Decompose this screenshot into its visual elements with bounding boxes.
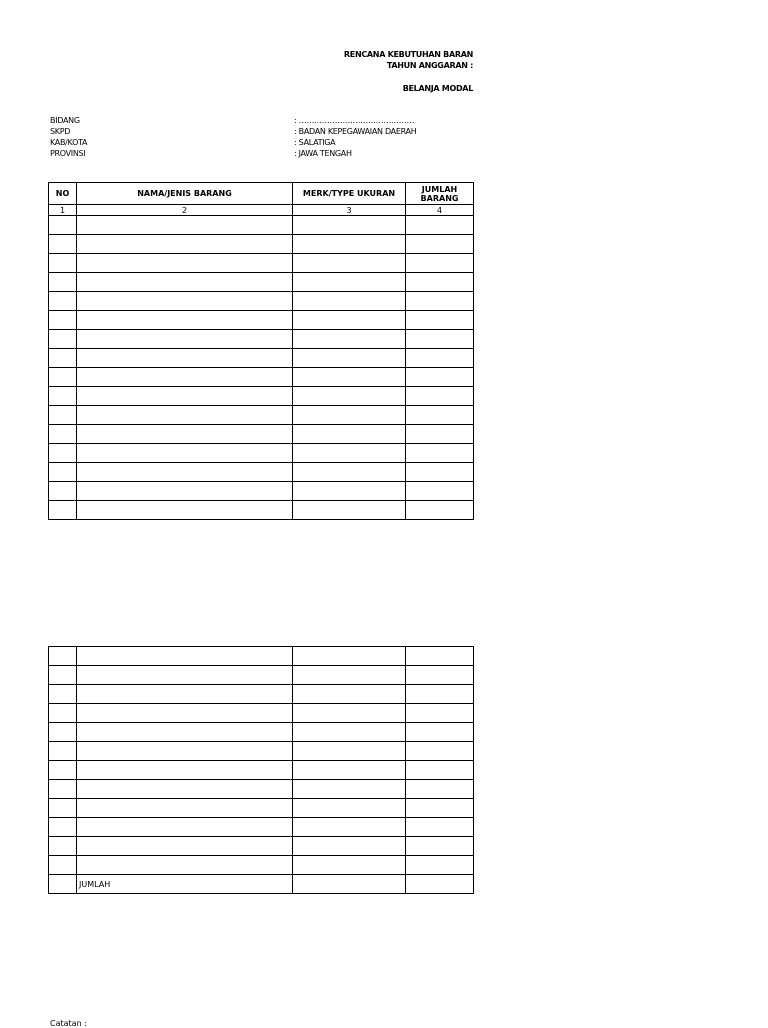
table-cell [77, 311, 293, 330]
table-cell [406, 666, 474, 685]
kota-label: KAB/KOTA [50, 138, 88, 147]
table-cell [77, 254, 293, 273]
table-cell [49, 482, 77, 501]
table-cell [293, 799, 406, 818]
table-cell [406, 444, 474, 463]
table-cell [77, 273, 293, 292]
table-cell [293, 501, 406, 520]
table-cell [293, 273, 406, 292]
table-cell [77, 501, 293, 520]
title-line-1: RENCANA KEBUTUHAN BARAN [343, 50, 473, 59]
table-row [49, 216, 474, 235]
table-cell [49, 647, 77, 666]
table-cell [293, 666, 406, 685]
table-cell [406, 425, 474, 444]
table-cell [77, 742, 293, 761]
table-cell [77, 761, 293, 780]
table-row [49, 425, 474, 444]
total-label: JUMLAH [77, 875, 293, 894]
table-cell [49, 761, 77, 780]
table-row [49, 387, 474, 406]
table-row [49, 647, 474, 666]
table-cell [49, 216, 77, 235]
table-cell [49, 704, 77, 723]
table-cell [293, 482, 406, 501]
skpd-value: : BADAN KEPEGAWAIAN DAERAH [294, 127, 417, 136]
table-cell [406, 311, 474, 330]
table-cell [49, 780, 77, 799]
note-label: Catatan : [50, 1019, 87, 1028]
total-row [49, 875, 474, 894]
table-row [49, 444, 474, 463]
table-cell [293, 254, 406, 273]
table-cell [49, 406, 77, 425]
table-cell [77, 463, 293, 482]
skpd-label: SKPD [50, 127, 71, 136]
table-cell [77, 292, 293, 311]
total-no-cell [49, 875, 77, 894]
table-cell [49, 818, 77, 837]
table-cell [49, 311, 77, 330]
table-cell [406, 387, 474, 406]
title-line-3: BELANJA MODAL [402, 84, 473, 93]
table-cell [77, 387, 293, 406]
column-number: 4 [406, 205, 474, 216]
table-cell [293, 349, 406, 368]
table-row [49, 292, 474, 311]
table-cell [406, 856, 474, 875]
table-cell [49, 349, 77, 368]
table-cell [293, 647, 406, 666]
column-number: 1 [49, 205, 77, 216]
table-cell [293, 723, 406, 742]
table-cell [406, 482, 474, 501]
table-cell [293, 685, 406, 704]
table-cell [293, 704, 406, 723]
bidang-label: BIDANG [50, 116, 80, 125]
table-row [49, 406, 474, 425]
table-cell [77, 406, 293, 425]
table-cell [49, 235, 77, 254]
table-cell [406, 704, 474, 723]
table-row [49, 235, 474, 254]
table-row [49, 666, 474, 685]
table-cell [49, 742, 77, 761]
table-cell [406, 685, 474, 704]
table-row [49, 501, 474, 520]
table-cell [293, 311, 406, 330]
table-cell [293, 425, 406, 444]
table-cell [77, 856, 293, 875]
table-cell [406, 799, 474, 818]
table-row [49, 482, 474, 501]
table-cell [49, 387, 77, 406]
table-row [49, 780, 474, 799]
table-cell [293, 330, 406, 349]
table-cell [293, 444, 406, 463]
table-cell [49, 463, 77, 482]
header-jumlah-barang: JUMLAH BARANG [406, 183, 474, 205]
table-cell [49, 501, 77, 520]
table-cell [293, 837, 406, 856]
table-cell [406, 292, 474, 311]
table-cell [49, 837, 77, 856]
table-row [49, 368, 474, 387]
table-cell [406, 235, 474, 254]
table-cell [49, 666, 77, 685]
table-cell [293, 387, 406, 406]
table-row [49, 799, 474, 818]
table-row [49, 818, 474, 837]
table-cell [406, 742, 474, 761]
table-cell [77, 444, 293, 463]
kota-value: : SALATIGA [294, 138, 336, 147]
provinsi-value: : JAWA TENGAH [294, 149, 352, 158]
table-cell [77, 780, 293, 799]
column-number: 3 [293, 205, 406, 216]
table-cell [49, 856, 77, 875]
table-cell [293, 292, 406, 311]
table-row [49, 704, 474, 723]
table-cell [77, 216, 293, 235]
table-cell [293, 742, 406, 761]
table-cell [77, 666, 293, 685]
table-cell [293, 463, 406, 482]
table-cell [293, 818, 406, 837]
table-cell [49, 425, 77, 444]
table-cell [406, 349, 474, 368]
header-no: NO [49, 183, 77, 205]
table-cell [293, 780, 406, 799]
table-cell [49, 799, 77, 818]
total-merk-cell [293, 875, 406, 894]
table-cell [77, 330, 293, 349]
table-cell [77, 837, 293, 856]
items-table [48, 182, 474, 520]
table-cell [406, 330, 474, 349]
table-cell [77, 368, 293, 387]
table-row [49, 273, 474, 292]
table-row [49, 463, 474, 482]
table-cell [49, 444, 77, 463]
table-cell [77, 235, 293, 254]
table-row [49, 761, 474, 780]
title-line-2: TAHUN ANGGARAN : [386, 61, 473, 70]
table-cell [406, 761, 474, 780]
table-cell [49, 723, 77, 742]
table-cell [406, 780, 474, 799]
table-cell [293, 856, 406, 875]
table-row [49, 311, 474, 330]
table-cell [406, 254, 474, 273]
table-row [49, 685, 474, 704]
table-cell [406, 216, 474, 235]
header-merk-type: MERK/TYPE UKURAN [293, 183, 406, 205]
table-cell [77, 482, 293, 501]
table-cell [49, 685, 77, 704]
table-cell [293, 235, 406, 254]
table-cell [406, 723, 474, 742]
table-cell [77, 818, 293, 837]
table-cell [49, 273, 77, 292]
table-row [49, 742, 474, 761]
table-cell [293, 368, 406, 387]
table-cell [406, 273, 474, 292]
table-cell [77, 723, 293, 742]
table-cell [49, 368, 77, 387]
table-cell [49, 330, 77, 349]
table-cell [406, 368, 474, 387]
table-cell [77, 685, 293, 704]
table-cell [77, 349, 293, 368]
items-table-continued [48, 646, 474, 894]
bidang-value: : ……………………………………… [294, 116, 415, 125]
table-row [49, 349, 474, 368]
table-row [49, 254, 474, 273]
table-cell [406, 647, 474, 666]
table-row [49, 330, 474, 349]
column-number: 2 [77, 205, 293, 216]
table-cell [406, 501, 474, 520]
table-row [49, 837, 474, 856]
table-cell [406, 406, 474, 425]
table-row [49, 723, 474, 742]
table-cell [293, 406, 406, 425]
table-cell [49, 254, 77, 273]
table-cell [77, 647, 293, 666]
table-cell [77, 425, 293, 444]
table-cell [406, 837, 474, 856]
table-cell [77, 799, 293, 818]
table-cell [77, 704, 293, 723]
total-value-cell [406, 875, 474, 894]
table-row [49, 856, 474, 875]
provinsi-label: PROVINSI [50, 149, 86, 158]
table-cell [49, 292, 77, 311]
table-cell [406, 818, 474, 837]
table-cell [406, 463, 474, 482]
table-cell [293, 761, 406, 780]
table-cell [293, 216, 406, 235]
header-nama-barang: NAMA/JENIS BARANG [77, 183, 293, 205]
